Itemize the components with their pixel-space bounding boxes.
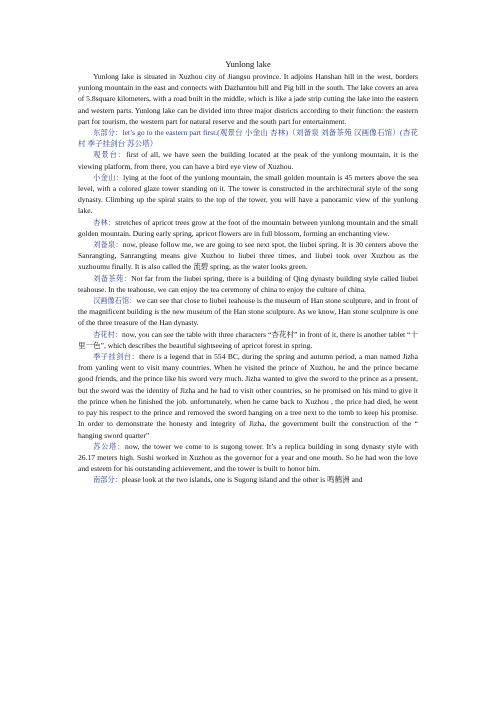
paragraph-lead: 汉画像石馆： <box>93 296 137 306</box>
paragraph-small-golden-mountain <box>78 172 418 217</box>
paragraph-text: there is a legend that in 554 BC, during the spring and autumn period, a man named Jizha from yanling went to visit many countries. When he visited the prince of Xuzhou, he and the prince became good friends, and the prince like his sword very much. Jizha wanted to give the sword to the prince as a present, but the sword was the identity of Jizha and he had to visit other countries, so he promised on his mind to give it the prince when he finished the job. unfortunately, when he came back to Xuzhou , the price had died, he went to pay his respect to the prince and removed the sword hanging on a tree next to the tomb to keep his promise. In order to demonstrate the honesty and integrity of Jizha, the government built the construction of the “ hanging sword quarter” <box>78 352 418 440</box>
paragraph-lead: 刘备茶苑： <box>93 273 132 283</box>
paragraph-sugong-tower <box>78 441 418 475</box>
paragraph-southern-part <box>78 474 418 485</box>
paragraph-text: now, you can see the table with three characters “杏花村” in front of it, there is another tablet “十里一色”, which describes the beautiful sightseeing of apricot forest in spring. <box>78 329 418 350</box>
paragraph-text: now, please follow me, we are going to see next spot, the liubei spring. It is 30 centers above the Sanrangting, Sanrangting means give Xuzhou to liubei three times, and liubei took over Xuzhou as the xuzhoumu finally. It is also called the 流碧 spring, as the water looks green. <box>78 240 418 272</box>
paragraph-lead: 苏公塔： <box>93 441 126 451</box>
paragraph-text: let’s go to the eastern part first.(观景台 小金山 杏林)（刘备泉 刘备茶苑 汉画像石馆）(杏花村 季子挂剑台 苏公塔） <box>78 128 418 149</box>
paragraph-lead: 杏林： <box>93 217 116 227</box>
paragraph-han-stone-museum <box>78 295 418 329</box>
document-title: Yunlong lake <box>225 59 271 69</box>
paragraph-lead: 小金山： <box>93 172 124 182</box>
paragraph-text: stretches of apricot trees grow at the foot of the mountain between yunlong mountain and the small golden mountain. During early spring, apricot flowers are in full blossom, forming an enchanting view. <box>78 217 418 238</box>
paragraph-eastern-part <box>78 127 418 149</box>
paragraph-text: Yunlong lake is situated in Xuzhou city of Jiangsu province. It adjoins Hanshan hill in the west, borders yunlong mountain in the east and connects with Dazhantou hill and Pig hill in the south. The lake covers an area of 5.8square kilometers, with a road built in the middle, which is like a jade strip cutting the lake into the eastern and western parts. Yunlong lake can be divided into three major districts according to their function: the eastern part for tourism, the western part for natural reserve and the south part for entertainment. <box>78 72 418 126</box>
paragraph-text: we can see that close to liubei teahouse is the museum of Han stone sculpture, and in front of the magnificent building is the new museum of the Han stone sculpture. As we know, Han stone sculpture is one of the three treasure of the Han dynasty. <box>78 296 418 328</box>
paragraph-apricot-village <box>78 329 418 351</box>
paragraph-lead: 南部分： <box>93 475 122 485</box>
paragraph-lead: 东部分： <box>93 128 123 138</box>
paragraph-liubei-teahouse <box>78 273 418 295</box>
paragraph-apricot-forest <box>78 217 418 239</box>
paragraph-text: first of all, we have seen the building located at the peak of the yunlong mountain, it is the viewing platform, from there, you can have a bird eye view of Xuzhou. <box>78 150 418 171</box>
paragraph-text: Not far from the liubei spring, there is a building of Qing dynasty building style called liubei teahouse. In the teahouse, we can enjoy the tea ceremony of china to enjoy the culture of china. <box>78 273 418 294</box>
paragraph-intro <box>78 71 418 127</box>
paragraph-lead: 杏花村： <box>93 329 122 339</box>
paragraph-text: lying at the foot of the yunlong mountain, the small golden mountain is 45 meters above the sea level, with a colored glaze tower standing on it. The tower is constructed in the architectural style of the song dynasty. Climbing up the spiral stairs to the top of the tower, you will have a panoramic view of the yunlong lake. <box>78 172 418 216</box>
paragraph-viewing-platform <box>78 149 418 171</box>
paragraph-lead: 季子挂剑台： <box>93 352 140 362</box>
paragraph-lead: 刘备泉： <box>93 240 123 250</box>
paragraph-text: please look at the two islands, one is Sugong island and the other is 鸣鹤洲 and <box>121 475 363 485</box>
paragraph-liubei-spring <box>78 239 418 273</box>
paragraph-hanging-sword <box>78 351 418 441</box>
paragraph-text: now, the tower we come to is sugong tower. It’s a replica building in song dynasty style with 26.17 meters high. Sushi worked in Xuzhou as the governor for a year and one mouth. So he had won the love and esteem for his outstanding achievement, and the tower is built to honor him. <box>78 441 418 474</box>
paragraph-lead: 观景台： <box>93 150 127 160</box>
